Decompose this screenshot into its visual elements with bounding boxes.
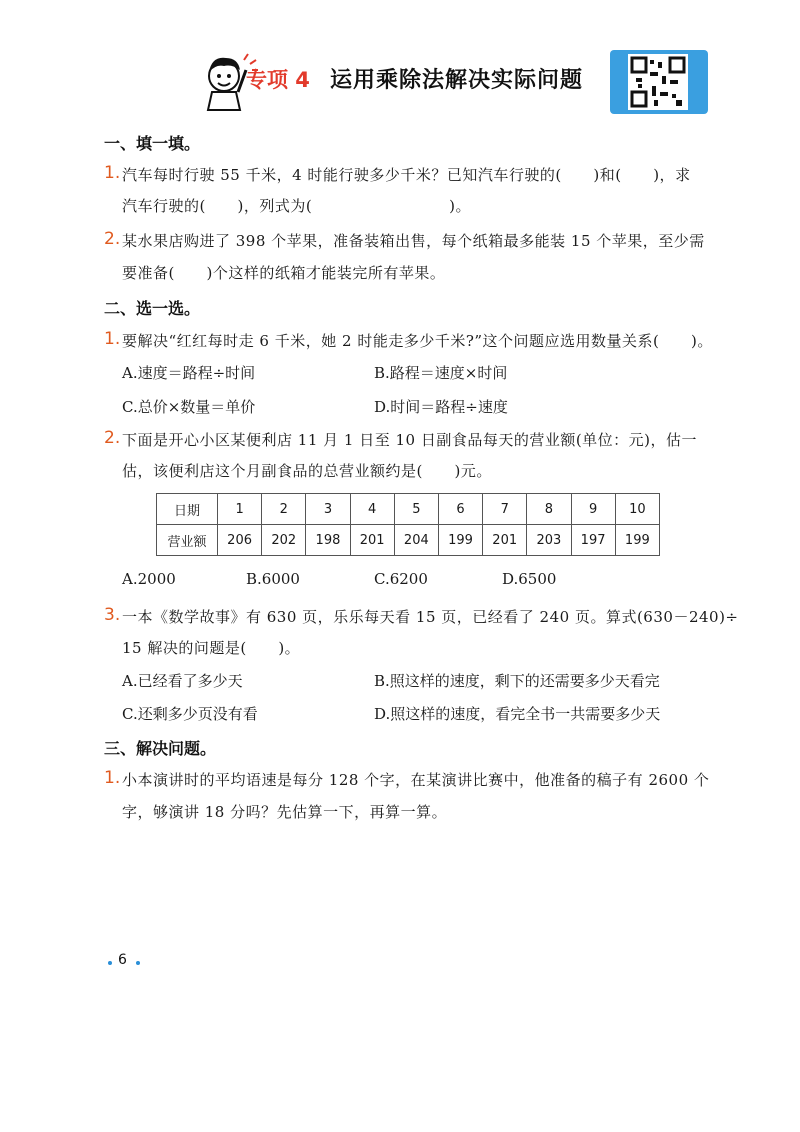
- question-number: 1.: [104, 163, 121, 183]
- table-cell: 1: [218, 494, 262, 525]
- option-b: B.路程＝速度×时间: [374, 364, 508, 382]
- table-cell: 204: [394, 525, 438, 556]
- question-text: 小本演讲时的平均语速是每分 128 个字，在某演讲比赛中，他准备的稿子有 2600 个: [122, 771, 710, 789]
- table-row: [157, 525, 660, 556]
- option-a: A.2000: [122, 570, 176, 588]
- table-cell: 203: [527, 525, 571, 556]
- question-text: 15 解决的问题是( )。: [122, 639, 301, 657]
- page-number: 6: [118, 952, 127, 968]
- table-cell: 199: [438, 525, 482, 556]
- table-cell: 5: [394, 494, 438, 525]
- table-header-cell: 营业额: [157, 525, 218, 556]
- page-title: 运用乘除法解决实际问题: [330, 68, 584, 93]
- table-cell: 197: [571, 525, 615, 556]
- section-title-choose: 二、选一选。: [104, 299, 201, 318]
- question-number: 2.: [104, 229, 121, 249]
- option-c: C.6200: [374, 570, 428, 588]
- table-cell: 3: [306, 494, 350, 525]
- table-cell: 199: [615, 525, 659, 556]
- topic-number: 专项 4: [246, 68, 310, 92]
- table-header-cell: 日期: [157, 494, 218, 525]
- table-cell: 198: [306, 525, 350, 556]
- option-c: C.总价×数量＝单价: [122, 398, 256, 416]
- question-number: 2.: [104, 428, 121, 448]
- question-text: 汽车每时行驶 55 千米，4 时能行驶多少千米？已知汽车行驶的( )和( )，求: [122, 166, 691, 184]
- table-cell: 7: [483, 494, 527, 525]
- question-text: 要解决“红红每时走 6 千米，她 2 时能走多少千米?”这个问题应选用数量关系( )。: [122, 332, 713, 350]
- option-d: D.6500: [502, 570, 557, 588]
- table-cell: 4: [350, 494, 394, 525]
- question-text: 估，该便利店这个月副食品的总营业额约是( )元。: [122, 462, 492, 480]
- decor-dot-icon: [108, 961, 112, 965]
- question-number: 1.: [104, 768, 121, 788]
- page-header: [200, 50, 710, 116]
- option-b: B.6000: [246, 570, 300, 588]
- section-title-solve: 三、解决问题。: [104, 739, 217, 758]
- question-number: 3.: [104, 605, 121, 625]
- table-cell: 9: [571, 494, 615, 525]
- table-cell: 2: [262, 494, 306, 525]
- qr-code-panel: [610, 50, 708, 114]
- question-text: 字，够演讲 18 分吗？先估算一下，再算一算。: [122, 803, 448, 821]
- question-text: 要准备( )个这样的纸箱才能装完所有苹果。: [122, 264, 446, 282]
- table-cell: 6: [438, 494, 482, 525]
- question-text: 下面是开心小区某便利店 11 月 1 日至 10 日副食品每天的营业额(单位：元)，估一: [122, 431, 698, 449]
- question-text: 汽车行驶的( )，列式为( )。: [122, 197, 471, 215]
- option-a: A.速度＝路程÷时间: [122, 364, 256, 382]
- question-number: 1.: [104, 329, 121, 349]
- table-row: [157, 494, 660, 525]
- sales-table: [156, 493, 660, 556]
- option-d: D.时间＝路程÷速度: [374, 398, 508, 416]
- table-cell: 201: [483, 525, 527, 556]
- question-text: 一本《数学故事》有 630 页，乐乐每天看 15 页，已经看了 240 页。算式(630－240)÷: [122, 608, 739, 626]
- table-cell: 206: [218, 525, 262, 556]
- table-cell: 202: [262, 525, 306, 556]
- option-c: C.还剩多少页没有看: [122, 705, 258, 723]
- qr-code-icon: [610, 50, 708, 114]
- table-cell: 10: [615, 494, 659, 525]
- option-d: D.照这样的速度，看完全书一共需要多少天: [374, 705, 661, 723]
- option-b: B.照这样的速度，剩下的还需要多少天看完: [374, 672, 660, 690]
- question-text: 某水果店购进了 398 个苹果，准备装箱出售，每个纸箱最多能装 15 个苹果，至少需: [122, 232, 705, 250]
- decor-dot-icon: [136, 961, 140, 965]
- table-cell: 8: [527, 494, 571, 525]
- section-title-fill-in: 一、填一填。: [104, 134, 201, 153]
- table-cell: 201: [350, 525, 394, 556]
- option-a: A.已经看了多少天: [122, 672, 243, 690]
